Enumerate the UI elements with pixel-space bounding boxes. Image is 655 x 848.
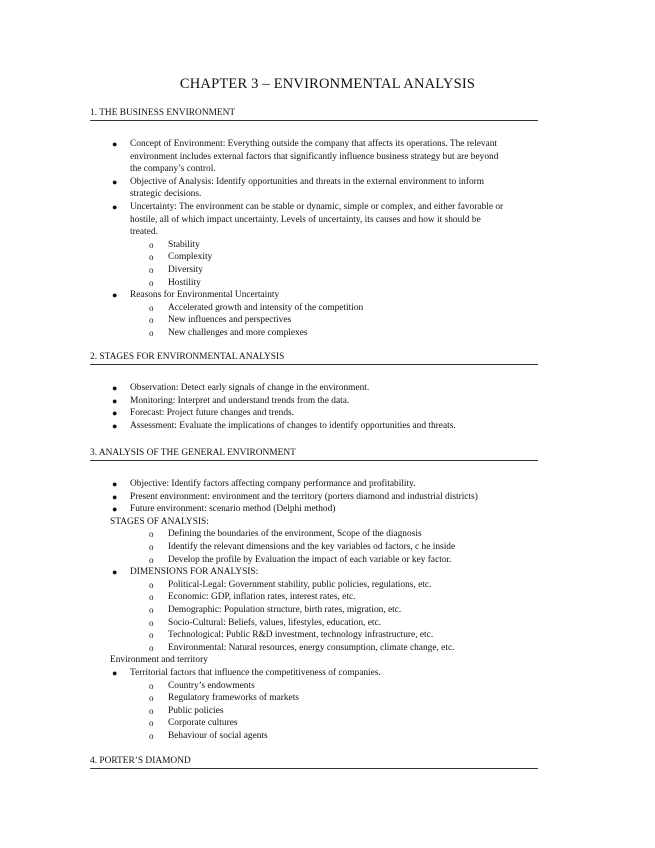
circle-bullet-icon: o	[149, 277, 154, 288]
circle-bullet-icon: o	[149, 718, 154, 729]
circle-bullet-icon: o	[149, 328, 154, 338]
sub-bullet-text: New influences and perspectives	[168, 315, 292, 326]
bullet-text: Objective: Identify factors affecting company performance and profitability.	[130, 479, 416, 489]
circle-bullet-icon: o	[149, 265, 154, 275]
sub-bullet-text: Hostility	[168, 277, 201, 288]
bullet-text: Observation: Detect early signals of change in the environment.	[130, 383, 370, 393]
sub-bullet-text: Develop the profile by Evaluation the impact of each variable or key factor.	[168, 554, 452, 565]
circle-bullet-icon: o	[149, 693, 154, 704]
bullet-icon: ●	[112, 491, 118, 502]
bullet-icon: ●	[112, 668, 118, 678]
circle-bullet-icon: o	[149, 315, 154, 326]
circle-bullet-icon: o	[149, 630, 154, 641]
sub-bullet-text: Socio-Cultural: Beliefs, values, lifestyles, education, etc.	[168, 617, 381, 628]
bullet-icon: ●	[112, 504, 118, 515]
circle-bullet-icon: o	[149, 605, 154, 615]
bullet-icon: ●	[112, 290, 118, 301]
circle-bullet-icon: o	[149, 617, 154, 628]
circle-bullet-icon: o	[149, 592, 154, 603]
sub-bullet-text: Corporate cultures	[168, 718, 238, 729]
bullet-icon: ●	[112, 567, 118, 578]
bullet-text: treated.	[130, 227, 158, 238]
sub-bullet-text: Stability	[168, 239, 200, 250]
circle-bullet-icon: o	[149, 529, 154, 540]
bullet-text: Present environment: environment and the territory (porters diamond and industrial districts)	[130, 491, 478, 502]
circle-bullet-icon: o	[149, 554, 154, 565]
territory-label: Environment and territory	[110, 655, 208, 666]
bullet-text: hostile, all of which impact uncertainty. Levels of uncertainty, its causes and how it should be	[130, 214, 481, 225]
circle-bullet-icon: o	[149, 252, 154, 263]
bullet-icon: ●	[112, 383, 118, 393]
stages-label: STAGES OF ANALYSIS:	[110, 516, 209, 527]
circle-bullet-icon: o	[149, 680, 154, 691]
bullet-text: Assessment: Evaluate the implications of changes to identify opportunities and threats.	[130, 420, 456, 431]
sub-bullet-text: New challenges and more complexes	[168, 328, 308, 338]
bullet-icon: ●	[112, 176, 118, 187]
bullet-text: strategic decisions.	[130, 189, 202, 200]
circle-bullet-icon: o	[149, 239, 154, 250]
bullet-text: Forecast: Project future changes and trends.	[130, 408, 295, 419]
sub-bullet-text: Technological: Public R&D investment, technology infrastructure, etc.	[168, 630, 434, 641]
bullet-text: Uncertainty: The environment can be stable or dynamic, simple or complex, and either favorable or	[130, 202, 504, 212]
sub-bullet-text: Economic: GDP, inflation rates, interest rates, etc.	[168, 592, 356, 603]
bullet-text: Monitoring: Interpret and understand trends from the data.	[130, 395, 350, 406]
sub-bullet-text: Accelerated growth and intensity of the competition	[168, 302, 364, 313]
bullet-text: Concept of Environment: Everything outside the company that affects its operations. The relevant	[130, 139, 498, 149]
bullet-text: environment includes external factors that significantly influence business strategy but are beyond	[130, 151, 499, 162]
bullet-text: Territorial factors that influence the competitiveness of companies.	[130, 668, 381, 678]
page-title: CHAPTER 3 – ENVIRONMENTAL ANALYSIS	[179, 76, 476, 92]
circle-bullet-icon: o	[149, 302, 154, 313]
section-heading-2: 2. STAGES FOR ENVIRONMENTAL ANALYSIS	[90, 352, 538, 365]
circle-bullet-icon: o	[149, 579, 154, 590]
sub-bullet-text: Political-Legal: Government stability, public policies, regulations, etc.	[168, 579, 432, 590]
bullet-icon: ●	[112, 395, 118, 406]
bullet-icon: ●	[112, 139, 118, 149]
circle-bullet-icon: o	[149, 642, 154, 653]
section-heading-3: 3. ANALYSIS OF THE GENERAL ENVIRONMENT	[90, 448, 538, 461]
sub-bullet-text: Defining the boundaries of the environment, Scope of the diagnosis	[168, 529, 422, 540]
bullet-text: Objective of Analysis: Identify opportunities and threats in the external environment to inform	[130, 176, 485, 187]
sub-bullet-text: Identify the relevant dimensions and the key variables od factors, c he inside	[168, 542, 456, 552]
sub-bullet-text: Environmental: Natural resources, energy consumption, climate change, etc.	[168, 642, 455, 653]
sub-bullet-text: Public policies	[168, 705, 224, 716]
bullet-text: Future environment: scenario method (Delphi method)	[130, 504, 336, 515]
bullet-icon: ●	[112, 420, 118, 431]
dimensions-label: DIMENSIONS FOR ANALYSIS:	[130, 567, 259, 578]
bullet-text: the company’s control.	[130, 164, 216, 175]
circle-bullet-icon: o	[149, 542, 154, 552]
sub-bullet-text: Complexity	[168, 252, 213, 263]
bullet-text: Reasons for Environmental Uncertainty	[130, 290, 280, 301]
bullet-icon: ●	[112, 202, 118, 212]
circle-bullet-icon: o	[149, 705, 154, 716]
bullet-icon: ●	[112, 479, 118, 489]
circle-bullet-icon: o	[149, 731, 154, 741]
sub-bullet-text: Behaviour of social agents	[168, 731, 268, 741]
bullet-icon: ●	[112, 408, 118, 419]
section-heading-1: 1. THE BUSINESS ENVIRONMENT	[90, 108, 538, 121]
section-heading-4: 4. PORTER’S DIAMOND	[90, 756, 538, 769]
sub-bullet-text: Diversity	[168, 265, 203, 275]
sub-bullet-text: Regulatory frameworks of markets	[168, 693, 299, 704]
sub-bullet-text: Demographic: Population structure, birth rates, migration, etc.	[168, 605, 402, 615]
sub-bullet-text: Country’s endowments	[168, 680, 255, 691]
